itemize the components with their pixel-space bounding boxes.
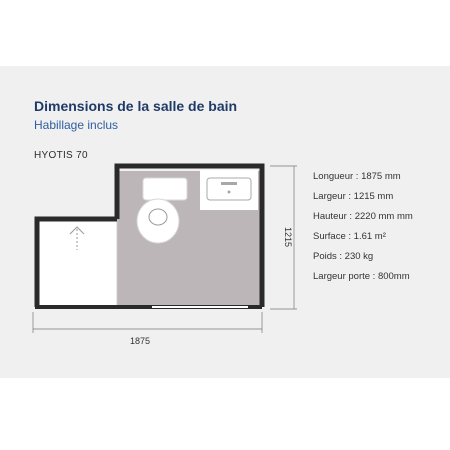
spec-width: Largeur : 1215 mm [313, 191, 394, 202]
spec-weight: Poids : 230 kg [313, 251, 374, 262]
page-subtitle: Habillage inclus [34, 118, 119, 132]
spec-list [313, 167, 413, 287]
width-dimension-label: 1215 [283, 226, 293, 248]
sink-icon [200, 170, 258, 210]
spec-door-width: Largeur porte : 800mm [313, 271, 410, 282]
spec-height: Hauteur : 2220 mm mm [313, 211, 413, 222]
page-title: Dimensions de la salle de bain [34, 98, 238, 114]
model-label: HYOTIS 70 [34, 150, 88, 161]
spec-length: Longueur : 1875 mm [313, 171, 401, 182]
spec-surface: Surface : 1.61 m² [313, 231, 386, 242]
shower-tray-icon [37, 219, 117, 307]
length-dimension [33, 312, 262, 333]
length-dimension-label: 1875 [129, 336, 151, 346]
